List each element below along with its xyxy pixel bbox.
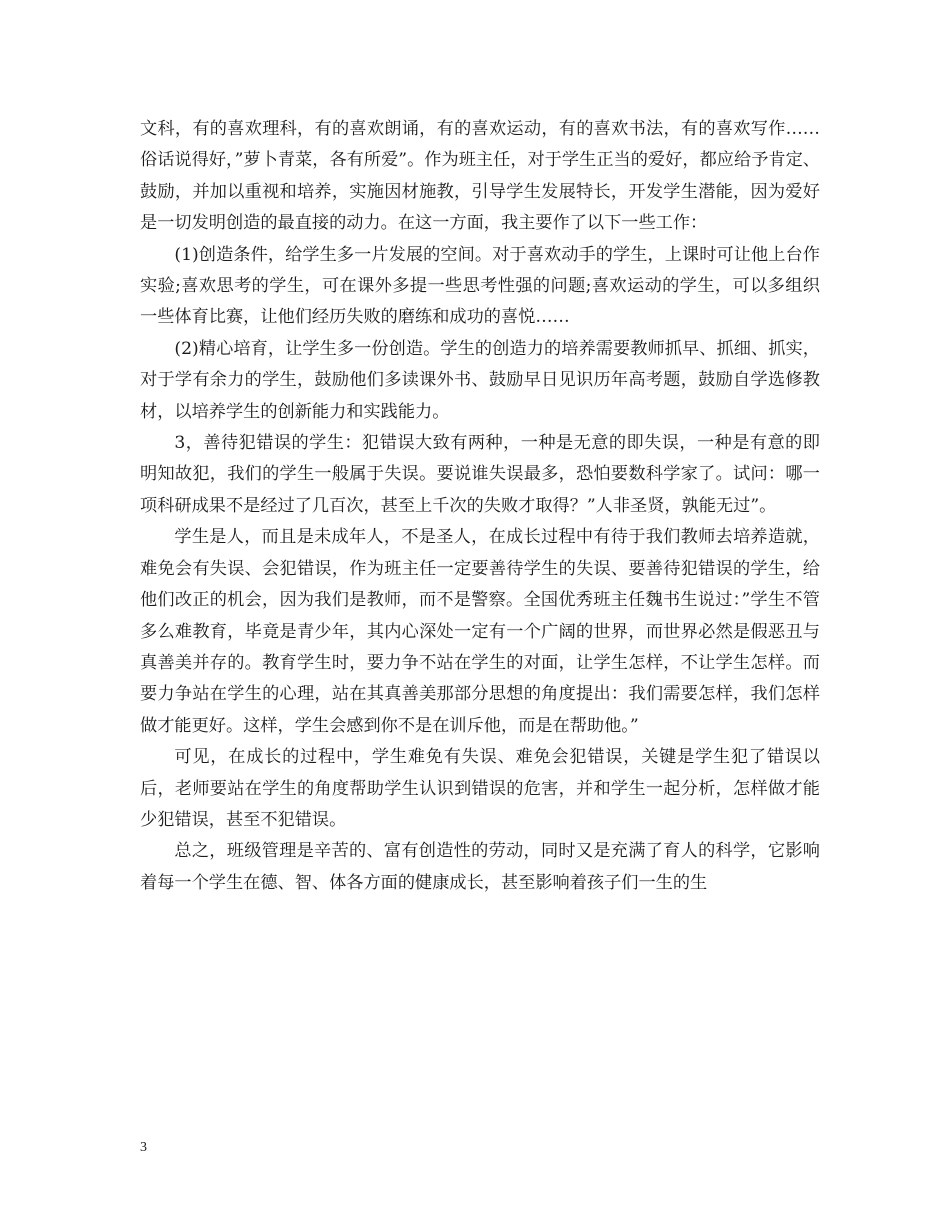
paragraph-1: 文科，有的喜欢理科，有的喜欢朗诵，有的喜欢运动，有的喜欢书法，有的喜欢写作……俗话说得好，”萝卜青菜，各有所爱”。作为班主任，对于学生正当的爱好，都应给予肯定、鼓励，并加以重视和培养，实施因材施教，引导学生发展特长，开发学生潜能，因为爱好是一切发明创造的最直接的动力。在这一方面，我主要作了以下一些工作： (140, 119, 820, 234)
paragraph-3: (2)精心培育，让学生多一份创造。学生的创造力的培养需要教师抓早、抓细、抓实，对于学有余力的学生，鼓励他们多读课外书、鼓励早日见识历年高考题，鼓励自学选修教材，以培养学生的创新能力和实践能力。 (140, 338, 820, 422)
paragraph-7: 总之，班级管理是辛苦的、富有创造性的劳动，同时又是充满了育人的科学，它影响着每一个学生在德、智、体各方面的健康成长，甚至影响着孩子们一生的生 (140, 841, 820, 893)
document-body (140, 114, 820, 899)
page-number: 3 (140, 1140, 147, 1155)
paragraph-5: 学生是人，而且是未成年人，不是圣人，在成长过程中有待于我们教师去培养造就，难免会有失误、会犯错误，作为班主任一定要善待学生的失误、要善待犯错误的学生，给他们改正的机会，因为我们是教师，而不是警察。全国优秀班主任魏书生说过：”学生不管多么难教育，毕竟是青少年，其内心深处一定有一个广阔的世界，而世界必然是假恶丑与真善美并存的。教育学生时，要力争不站在学生的对面，让学生怎样，不让学生怎样。而要力争站在学生的心理，站在其真善美那部分思想的角度提出：我们需要怎样，我们怎样做才能更好。这样，学生会感到你不是在训斥他，而是在帮助他。” (140, 527, 820, 736)
paragraph-6: 可见，在成长的过程中，学生难免有失误、难免会犯错误，关键是学生犯了错误以后，老师要站在学生的角度帮助学生认识到错误的危害，并和学生一起分析，怎样做才能少犯错误，甚至不犯错误。 (140, 747, 820, 830)
paragraph-4: 3，善待犯错误的学生：犯错误大致有两种，一种是无意的即失误，一种是有意的即明知故犯，我们的学生一般属于失误。要说谁失误最多，恐怕要数科学家了。试问：哪一项科研成果不是经过了几百次，甚至上千次的失败才取得？”人非圣贤，孰能无过”。 (140, 433, 820, 516)
paragraph-2: (1)创造条件，给学生多一片发展的空间。对于喜欢动手的学生，上课时可让他上台作实验;喜欢思考的学生，可在课外多提一些思考性强的问题;喜欢运动的学生，可以多组织一些体育比赛，让他们经历失败的磨练和成功的喜悦…… (140, 244, 820, 328)
